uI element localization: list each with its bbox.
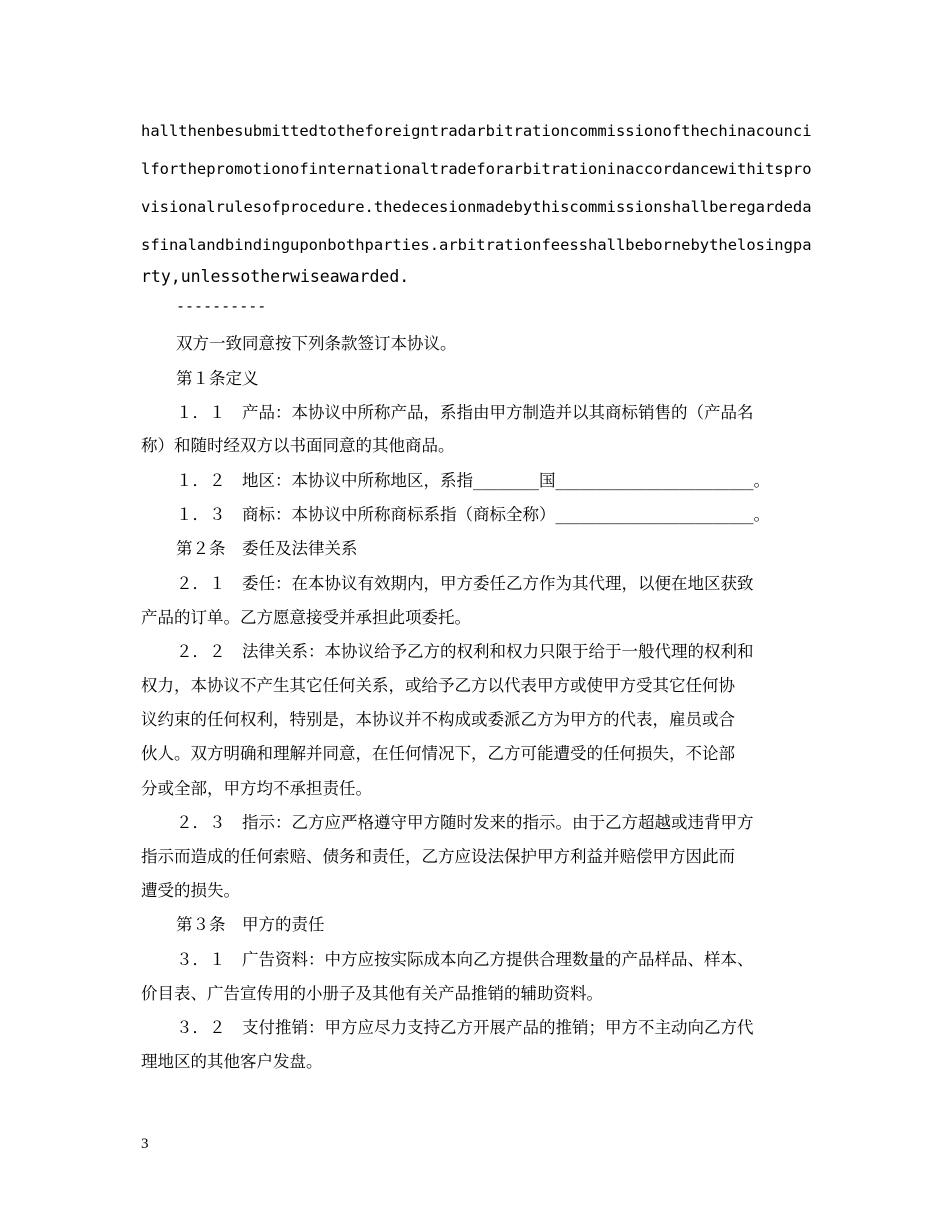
article-heading: 第３条 甲方的责任 xyxy=(176,915,325,934)
paragraph-line: 理地区的其他客户发盘。 xyxy=(141,1052,323,1071)
paragraph-line: 遭受的损失。 xyxy=(141,881,240,900)
english-line: rty,unlessotherwiseawarded. xyxy=(141,267,410,286)
paragraph-line: 指示而造成的任何索赔、债务和责任，乙方应设法保护甲方利益并赔偿甲方因此而 xyxy=(141,847,735,866)
paragraph-line: 权力，本协议不产生其它任何关系，或给予乙方以代表甲方或使甲方受其它任何协 xyxy=(141,676,735,695)
paragraph-line: 产品的订单。乙方愿意接受并承担此项委托。 xyxy=(141,608,471,627)
page-number: 3 xyxy=(141,1136,149,1152)
paragraph-line: ３．１ 广告资料：中方应按实际成本向乙方提供合理数量的产品样品、样本、 xyxy=(176,950,754,969)
paragraph-line: １．２ 地区：本协议中所称地区，系指________国________________________。 xyxy=(176,471,770,490)
english-line: hallthenbesubmittedtotheforeigntradarbitrationcommissionofthechinacounci xyxy=(141,122,812,140)
paragraph-line: 称）和随时经双方以书面同意的其他商品。 xyxy=(141,436,455,455)
separator-line: ---------- xyxy=(176,297,267,315)
paragraph-line: 价目表、广告宣传用的小册子及其他有关产品推销的辅助资料。 xyxy=(141,984,603,1003)
paragraph-line: 双方一致同意按下列条款签订本协议。 xyxy=(176,334,457,353)
paragraph-line: ２．１ 委任：在本协议有效期内，甲方委任乙方作为其代理，以便在地区获致 xyxy=(176,574,754,593)
paragraph-line: 分或全部，甲方均不承担责任。 xyxy=(141,779,372,798)
paragraph-line: １．１ 产品：本协议中所称产品，系指由甲方制造并以其商标销售的（产品名 xyxy=(176,403,754,422)
paragraph-line: ２．３ 指示：乙方应严格遵守甲方随时发来的指示。由于乙方超越或违背甲方 xyxy=(176,813,754,832)
article-heading: 第１条定义 xyxy=(176,369,259,388)
english-line: lforthepromotionofinternationaltradeforarbitrationinaccordancewithitspro xyxy=(141,160,812,178)
paragraph-line: ３．２ 支付推销：甲方应尽力支持乙方开展产品的推销；甲方不主动向乙方代 xyxy=(176,1018,754,1037)
english-line: sfinalandbindinguponbothparties.arbitrationfeesshallbebornebythelosingpa xyxy=(141,236,812,254)
article-heading: 第２条 委任及法律关系 xyxy=(176,539,358,558)
paragraph-line: 伙人。双方明确和理解并同意，在任何情况下，乙方可能遭受的任何损失，不论部 xyxy=(141,744,735,763)
paragraph-line: １．３ 商标：本协议中所称商标系指（商标全称）________________________。 xyxy=(176,505,770,524)
paragraph-line: 议约束的任何权利，特别是，本协议并不构成或委派乙方为甲方的代表，雇员或合 xyxy=(141,710,735,729)
paragraph-line: ２．２ 法律关系：本协议给予乙方的权利和权力只限于给于一般代理的权利和 xyxy=(176,642,754,661)
english-line: visionalrulesofprocedure.thedecesionmadebythiscommissionshallberegardeda xyxy=(141,198,812,216)
